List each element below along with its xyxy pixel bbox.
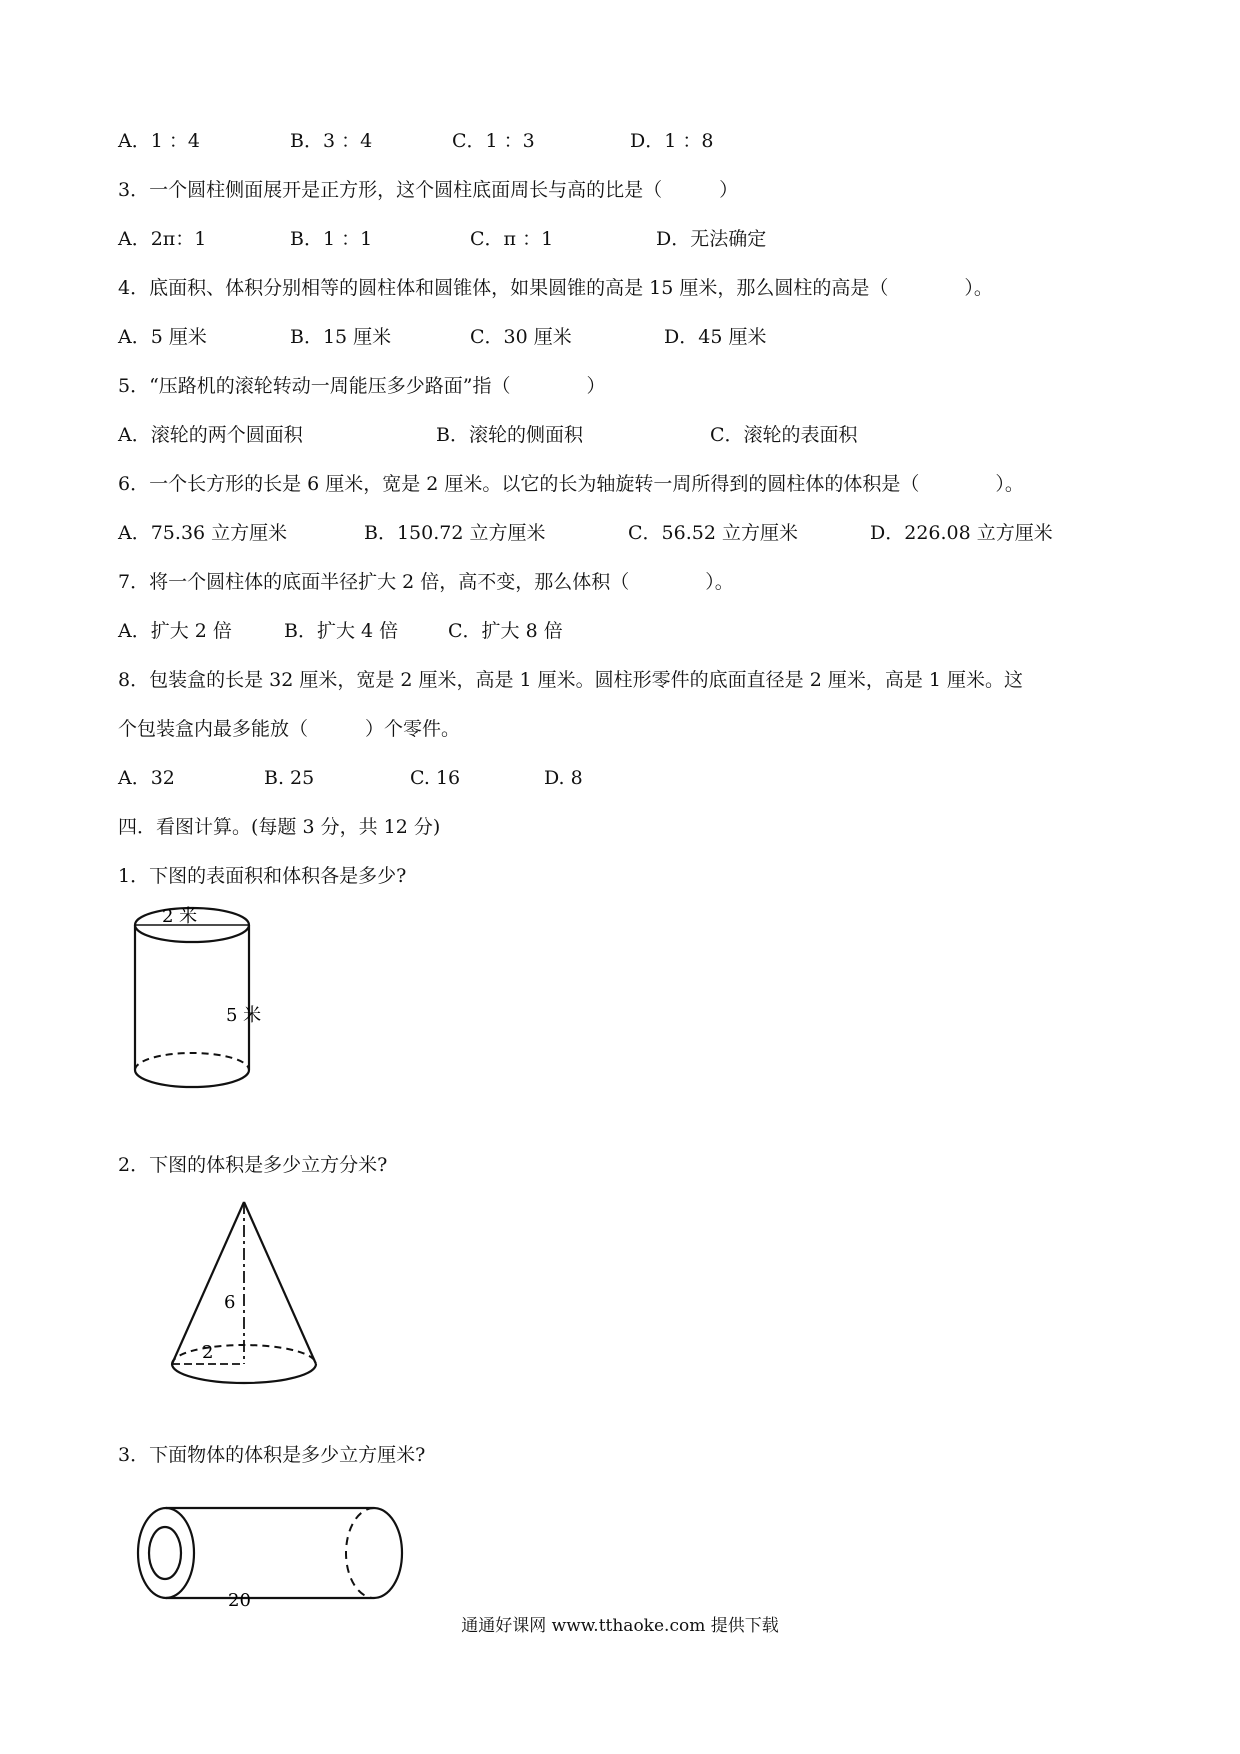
q4-option-c: C．30 厘米	[470, 326, 572, 348]
q8-question-line2: 个包装盒内最多能放（ ）个零件。	[118, 718, 461, 740]
q8-option-a: A．32	[118, 767, 175, 789]
cone-height-label: 6	[224, 1292, 236, 1313]
cylinder-figure	[120, 900, 280, 1105]
pipe-figure	[128, 1494, 418, 1614]
q2-option-b: B．3 ：4	[290, 130, 373, 152]
q2-option-a: A．1 ：4	[118, 130, 200, 152]
cylinder-height-label: 5 米	[226, 1005, 262, 1026]
cylinder-bottom-front	[135, 1070, 249, 1087]
q2-option-d: D．1 ：8	[630, 130, 714, 152]
p1-question: 1．下图的表面积和体积各是多少?	[118, 865, 407, 887]
q3-option-c: C．π ：1	[470, 228, 554, 250]
cone-figure	[160, 1196, 330, 1406]
q3-question: 3．一个圆柱侧面展开是正方形，这个圆柱底面周长与高的比是（ ）	[118, 179, 739, 201]
pipe-outer-end	[138, 1508, 194, 1598]
q8-question-line1: 8．包装盒的长是 32 厘米，宽是 2 厘米，高是 1 厘米。圆柱形零件的底面直径是 2 厘米，高是 1 厘米。这	[118, 669, 1024, 691]
q4-question: 4．底面积、体积分别相等的圆柱体和圆锥体，如果圆锥的高是 15 厘米，那么圆柱的高是（ ）。	[118, 277, 993, 299]
q7-option-a: A．扩大 2 倍	[118, 620, 232, 642]
q5-option-b: B．滚轮的侧面积	[436, 424, 583, 446]
q4-option-b: B．15 厘米	[290, 326, 392, 348]
q7-question: 7．将一个圆柱体的底面半径扩大 2 倍，高不变，那么体积（ ）。	[118, 571, 734, 593]
q4-option-d: D．45 厘米	[664, 326, 767, 348]
q7-option-c: C．扩大 8 倍	[448, 620, 563, 642]
q3-option-b: B．1 ：1	[290, 228, 373, 250]
q3-option-a: A．2π：1	[118, 228, 207, 250]
q5-option-a: A．滚轮的两个圆面积	[118, 424, 303, 446]
cone-radius-label: 2	[202, 1342, 214, 1363]
cone-base-front	[172, 1364, 316, 1383]
pipe-far-end-front	[374, 1508, 402, 1598]
pipe-far-end-back	[346, 1508, 374, 1598]
cone-left-slant	[172, 1202, 244, 1364]
q8-option-b: B. 25	[264, 767, 315, 789]
p2-question: 2．下图的体积是多少立方分米?	[118, 1154, 388, 1176]
q8-option-c: C. 16	[410, 767, 461, 789]
q6-option-c: C．56.52 立方厘米	[628, 522, 798, 544]
pipe-length-label: 20	[228, 1590, 251, 1611]
cone-right-slant	[244, 1202, 316, 1364]
section4-heading: 四．看图计算。(每题 3 分，共 12 分)	[118, 816, 441, 838]
q7-option-b: B．扩大 4 倍	[284, 620, 399, 642]
q3-option-d: D．无法确定	[656, 228, 767, 250]
q6-option-b: B．150.72 立方厘米	[364, 522, 546, 544]
page-footer: 通通好课网 www.tthaoke.com 提供下载	[461, 1616, 779, 1636]
q6-question: 6．一个长方形的长是 6 厘米，宽是 2 厘米。以它的长为轴旋转一周所得到的圆柱体的体积是（ ）。	[118, 473, 1024, 495]
p3-question: 3．下面物体的体积是多少立方厘米?	[118, 1444, 426, 1466]
q8-option-d: D. 8	[544, 767, 583, 789]
q4-option-a: A．5 厘米	[118, 326, 207, 348]
cylinder-bottom-back	[135, 1053, 249, 1070]
q6-option-d: D．226.08 立方厘米	[870, 522, 1053, 544]
q2-option-c: C．1 ：3	[452, 130, 535, 152]
pipe-inner-end	[149, 1527, 181, 1579]
q5-option-c: C．滚轮的表面积	[710, 424, 858, 446]
cylinder-diameter-label: 2 米	[162, 906, 198, 927]
q6-option-a: A．75.36 立方厘米	[118, 522, 288, 544]
q5-question: 5．“压路机的滚轮转动一周能压多少路面”指（ ）	[118, 375, 606, 397]
